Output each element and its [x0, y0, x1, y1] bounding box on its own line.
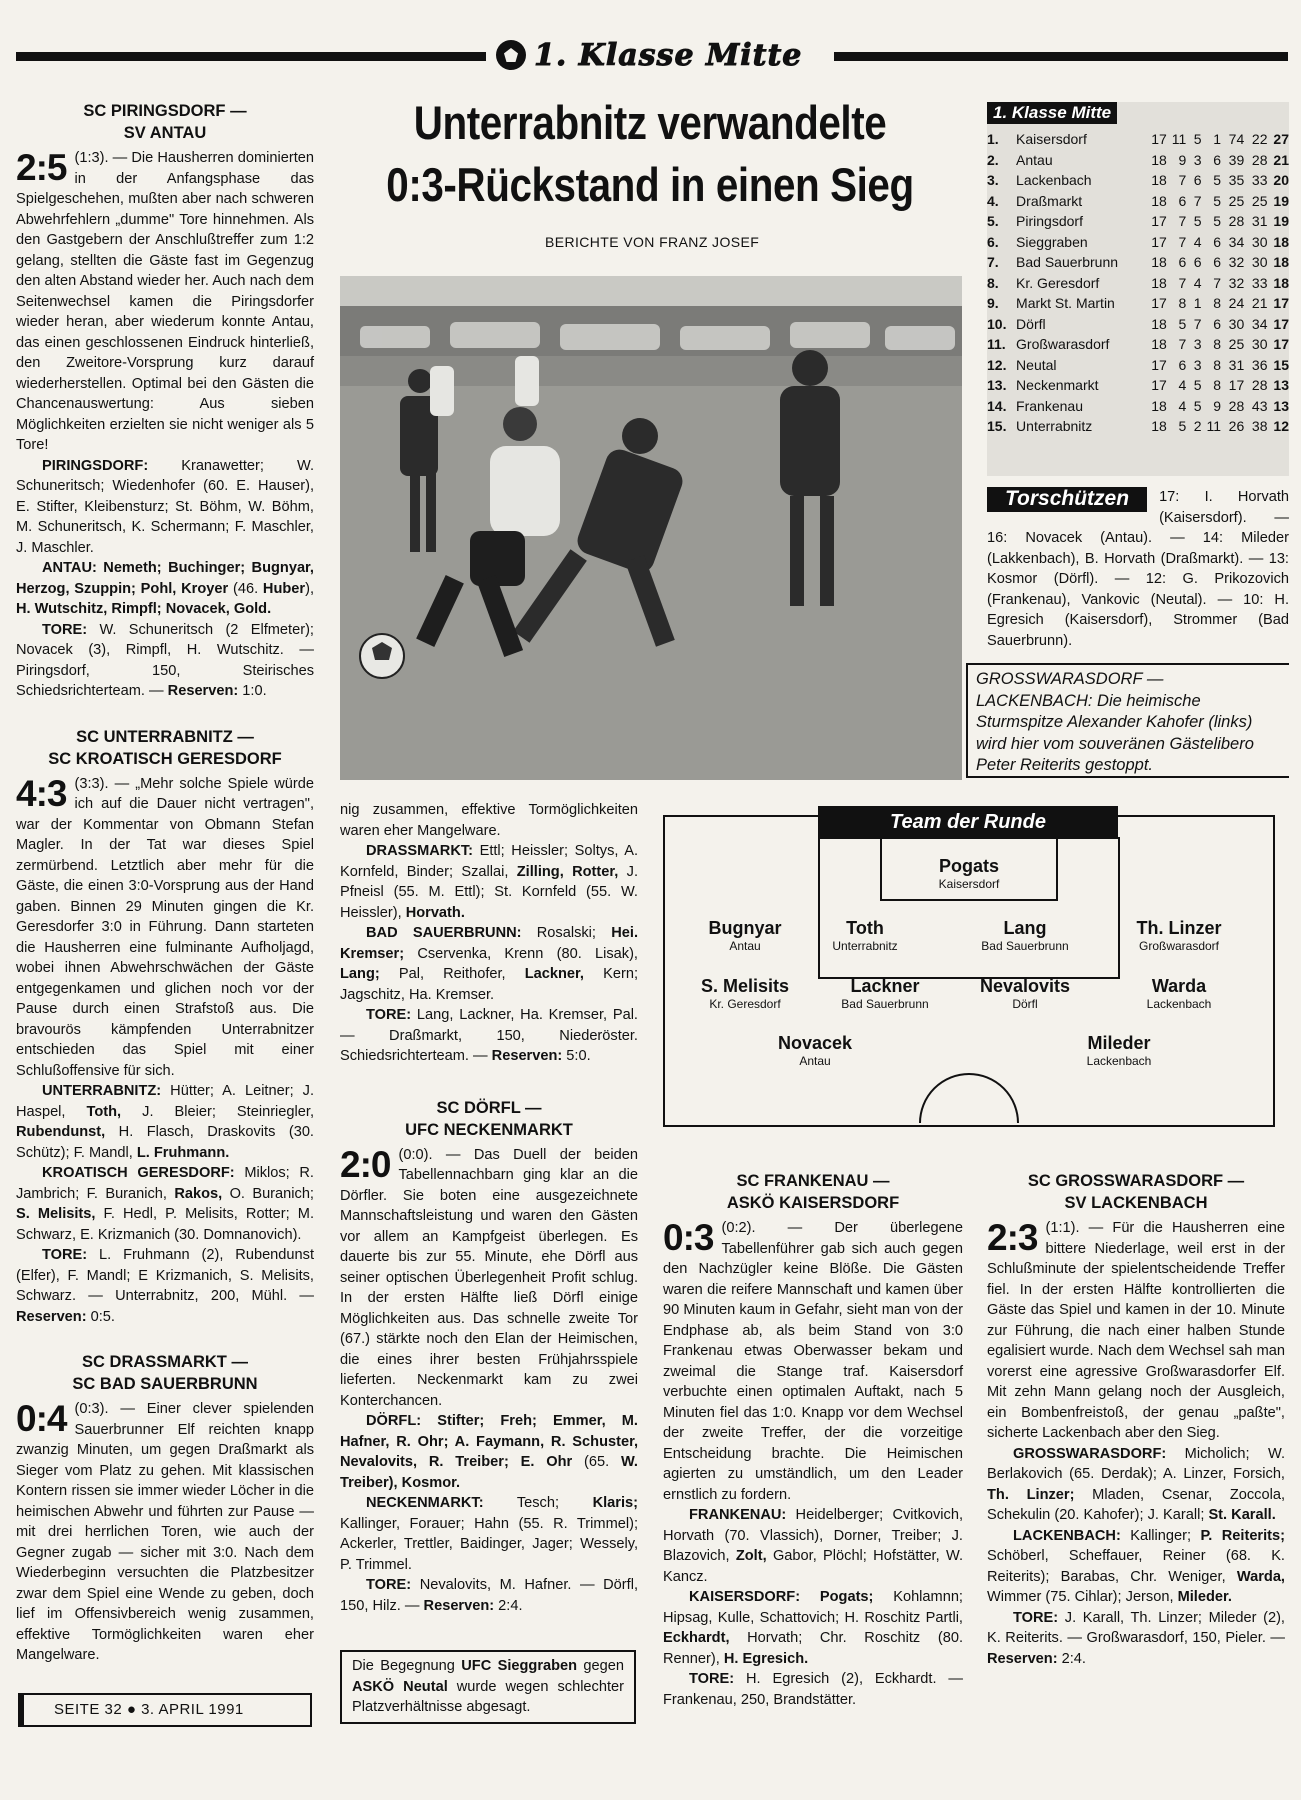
match-report: 0:3 (0:2). — Der überlegene Tabellenführer gab sich auch gegen den Nachzügler keine Blöße. Die Gästen waren die reifere Mannschaft und kamen über 90 Minuten kaum in Gefahr, sieht man von der Endphase ab, als beim Stand von 3:0 Frankenau etwas Oberwasser bekam und zweimal die Stange traf. Kaisersdorf verbuchte einen optimalen Auftakt, nach 5 Minuten fiel das 1:0. Knapp vor dem Wechsel der zweite Treffer, der die vorzeitige Entscheidung brachte. Die Heimischen agierten zu umständlich, um den Leader ernstlich zu fordern. — [663, 1217, 963, 1503]
standings-cell-gf: 39 — [1228, 151, 1245, 168]
top-rule-right — [828, 52, 1288, 61]
match-report: 0:4 (0:3). — Einer clever spielenden Sauerbrunner Elf reichten knapp zwanzig Minuten, um gegen Draßmarkt als Sieger vom Platz zu gehen. Mit klassischen Kontern rissen sie immer wieder Löcher in die heimischen Abwehr und führten zur Pause — mit drei herrlichen Toren, wie auch der Gegner zugab — sicher mit 3:0. Nach dem Wiederbeginn versuchten die Platzbesitzer zwar dem Spiel eine Wende zu geben, doch lief im Offensivbereich wenig zusammen, effektive Tormöglichkeiten waren eher Mangelware. — [16, 1398, 314, 1663]
standings-cell-l: 9 — [1213, 397, 1222, 414]
player-card: Toth Unterrabnitz — [832, 918, 898, 953]
score: 2:0 — [340, 1143, 391, 1185]
standings-cell-l: 8 — [1213, 295, 1222, 311]
standings-cell-sp: 17 — [1151, 377, 1167, 393]
lineup-away: BAD SAUERBRUNN: Rosalski; Hei. Kremser; Cservenka, Krenn (80. Lisak), Lang; Pal, Reithofer, Lackner, Kern; Jagschitz, Ha. Kremser. — [340, 925, 638, 1003]
standings-cell-gf: 30 — [1228, 315, 1245, 332]
match-heading: SC DRASSMARKT — SC BAD SAUERBRUNN — [72, 1353, 258, 1393]
standings-cell-d: 1 — [1193, 295, 1202, 311]
standings-cell-ga: 28 — [1251, 377, 1268, 393]
goals: TORE: Nevalovits, M. Hafner. — Dörfl, 150, Hilz. — Reserven: 2:4. — [340, 1577, 638, 1614]
standings-cell-l: 5 — [1213, 172, 1222, 188]
standings-cell-sp: 18 — [1151, 172, 1167, 188]
player-card: Warda Lackenbach — [1146, 976, 1212, 1011]
standings-cell-ga: 38 — [1251, 418, 1268, 434]
lineup-away: KAISERSDORF: Pogats; Kohlamnn; Hipsag, Kulle, Schattovich; H. Roschitz Partli, Eckhardt, Horvath; Chr. Roschitz (80. Renner), H. Egresich. — [663, 1589, 963, 1667]
standings-cell-d: 6 — [1193, 172, 1202, 188]
standings-cell-ga: 30 — [1251, 254, 1268, 270]
lineup-away: NECKENMARKT: Tesch; Klaris; Kallinger, Forauer; Hahn (55. R. Trimmel); Ackerler, Trettler, Baidinger, Jager; Wessely, P. Trimmel. — [340, 1495, 638, 1573]
standings-cell-gf: 24 — [1228, 295, 1245, 311]
match-report: 2:0 (0:0). — Das Duell der beiden Tabellennachbarn ging klar an die Dörfler. Sie boten eine ausgezeichnete Mannschaftsleistung und waren den Gästen vor allem an Kampfgeist überlegen. Es dauerte bis zur 55. Minute, ehe Dörfl aus seiner optischen Überlegenheit Profit schlug. In der ersten Hälfte ließ Dörfl einige Möglichkeiten aus. Das schnelle zweite Tor (67.) stärkte noch den Elan der Heimischen, die eines ihrer besten Frühjahrsspiele lieferten. Neckenmarkt kam zu zwei Konterchancen. — [340, 1143, 638, 1409]
player-card: Mileder Lackenbach — [1086, 1033, 1152, 1068]
match-heading: SC PIRINGSDORF — SV ANTAU — [83, 102, 247, 142]
standings-cell-ga: 33 — [1251, 172, 1268, 188]
standings-cell-l: 11 — [1206, 418, 1222, 434]
standings-cell-d: 5 — [1193, 397, 1202, 414]
standings-cell-l: 6 — [1213, 315, 1222, 332]
standings-row — [987, 334, 1289, 355]
standings-title: 1. Klasse Mitte — [987, 102, 1117, 124]
standings-cell-sp: 17 — [1151, 213, 1167, 229]
standings-cell-gf: 26 — [1228, 418, 1245, 434]
match-heading: SC FRANKENAU — ASKÖ KAISERSDORF — [726, 1172, 900, 1212]
player-card: Th. Linzer Großwarasdorf — [1136, 918, 1222, 953]
standings-cell-rank: 5. — [987, 213, 999, 229]
standings-cell-rank: 4. — [987, 192, 999, 209]
standings-cell-sp: 18 — [1151, 151, 1167, 168]
standings-cell-ga: 30 — [1251, 336, 1268, 352]
standings-cell-rank: 11. — [987, 336, 1006, 352]
player-card: Lackner Bad Sauerbrunn — [841, 976, 929, 1011]
standings-cell-gf: 31 — [1228, 356, 1245, 373]
standings-cell-d: 3 — [1193, 151, 1202, 168]
standings-cell-w: 4 — [1178, 377, 1187, 393]
column-2 — [340, 800, 638, 1616]
match-heading: SC DÖRFL — UFC NECKENMARKT — [405, 1098, 573, 1139]
standings-cell-team: Frankenau — [1016, 397, 1083, 414]
standings-row — [987, 396, 1289, 417]
standings-cell-gf: 28 — [1228, 213, 1245, 229]
standings-cell-rank: 9. — [987, 295, 999, 311]
score: 0:4 — [16, 1398, 67, 1439]
scorers-text: 17: I. Horvath (Kaisersdorf). — 16: Novacek (Antau). — 14: Mileder (Lakkenbach), B. Horvath (Draßmarkt). — 13: Kosmor (Dörfl). — 12: G. Prikozovich (Frankenau), Vankovic (Neutal). — 10: H. Egresich (Kaisersdorf), Strommer (Bad Sauerbrunn). — [987, 489, 1289, 649]
score: 0:3 — [663, 1217, 714, 1258]
standings-cell-w: 6 — [1178, 254, 1187, 270]
standings-cell-l: 5 — [1213, 213, 1222, 229]
standings-cell-d: 3 — [1193, 336, 1202, 352]
standings-cell-team: Kaisersdorf — [1016, 131, 1087, 147]
standings-cell-sp: 18 — [1151, 192, 1167, 209]
standings-cell-w: 8 — [1178, 295, 1187, 311]
standings-cell-d: 3 — [1193, 356, 1202, 373]
standings-cell-pts: 19 — [1273, 192, 1289, 209]
standings-cell-pts: 12 — [1273, 418, 1289, 434]
standings-cell-d: 7 — [1193, 192, 1202, 209]
standings-cell-rank: 1. — [987, 131, 999, 147]
standings-cell-l: 8 — [1213, 377, 1222, 393]
standings-cell-rank: 6. — [987, 233, 999, 250]
football-action-image — [340, 276, 962, 780]
team-of-the-round — [663, 811, 1275, 1127]
standings-cell-d: 5 — [1193, 377, 1202, 393]
standings-cell-d: 5 — [1193, 131, 1202, 147]
standings-cell-ga: 33 — [1251, 274, 1268, 291]
standings-cell-pts: 19 — [1273, 213, 1289, 229]
standings-cell-w: 4 — [1178, 397, 1187, 414]
lineup-home: UNTERRABNITZ: Hütter; A. Leitner; J. Haspel, Toth, J. Bleier; Steinriegler, Rubendunst, H. Flasch, Draskovits (30. Schütz); F. Mandl, L. Fruhmann. — [16, 1083, 314, 1161]
standings-cell-ga: 43 — [1251, 397, 1268, 414]
lineup-away: ANTAU: Nemeth; Buchinger; Bugnyar, Herzog, Szuppin; Pohl, Kroyer (46. Huber), H. Wutschitz, Rimpfl; Novacek, Gold. — [16, 560, 314, 617]
player-card: S. Melisits Kr. Geresdorf — [700, 976, 790, 1011]
standings-cell-pts: 18 — [1273, 274, 1289, 291]
standings-cell-pts: 13 — [1273, 377, 1289, 393]
standings-cell-gf: 28 — [1228, 397, 1245, 414]
standings-row — [987, 375, 1289, 396]
standings-cell-sp: 18 — [1151, 315, 1167, 332]
standings-cell-pts: 27 — [1273, 131, 1289, 147]
standings-cell-pts: 13 — [1273, 397, 1289, 414]
player-card: Bugnyar Antau — [708, 918, 782, 953]
standings-row — [987, 416, 1289, 437]
standings-cell-team: Neutal — [1016, 356, 1057, 373]
goals: TORE: W. Schuneritsch (2 Elfmeter); Novacek (3), Rimpfl, H. Wutschitz. — Piringsdorf, 150, Steirisches Schiedsrichterteam. — Reserven: 1:0. — [16, 621, 314, 699]
column-4 — [987, 1170, 1285, 1669]
standings-cell-team: Unterrabnitz — [1016, 418, 1093, 434]
football-icon — [496, 40, 526, 70]
standings-row — [987, 129, 1289, 150]
standings-cell-team: Dörfl — [1016, 315, 1046, 332]
standings-row — [987, 170, 1289, 191]
standings-cell-w: 7 — [1178, 274, 1187, 291]
standings-cell-team: Piringsdorf — [1016, 213, 1083, 229]
standings-cell-rank: 10. — [987, 315, 1007, 332]
standings-cell-d: 7 — [1193, 315, 1202, 332]
standings-cell-team: Neckenmarkt — [1016, 377, 1099, 393]
lineup-home: FRANKENAU: Heidelberger; Cvitkovich, Horvath (70. Vlassich), Dorner, Treiber; J. Blazovich, Zolt, Gabor, Plöchl; Hofstätter, W. Kancz. — [663, 1507, 963, 1585]
standings-cell-w: 5 — [1178, 315, 1187, 332]
top-rule-left — [16, 52, 486, 61]
standings-cell-sp: 17 — [1151, 233, 1167, 250]
match-photo — [340, 276, 962, 780]
standings-cell-gf: 17 — [1228, 377, 1245, 393]
match-heading: SC UNTERRABNITZ — SC KROATISCH GERESDORF — [48, 727, 282, 768]
standings-cell-ga: 21 — [1251, 295, 1268, 311]
standings-cell-ga: 36 — [1251, 356, 1268, 373]
lineup-away: KROATISCH GERESDORF: Miklos; R. Jambrich; F. Buranich, Rakos, O. Buranich; S. Melisits, F. Hedl, P. Melisits, Rotter; M. Schwarz, E. Krizmanich (30. Domnanovich). — [16, 1165, 314, 1243]
standings-cell-w: 7 — [1178, 336, 1187, 352]
standings-cell-ga: 22 — [1251, 131, 1268, 147]
standings-cell-gf: 25 — [1228, 192, 1245, 209]
standings-cell-gf: 32 — [1228, 274, 1245, 291]
standings-cell-d: 6 — [1193, 254, 1202, 270]
scorers-box — [987, 487, 1289, 651]
standings-cell-w: 9 — [1178, 151, 1187, 168]
standings-cell-l: 5 — [1213, 192, 1222, 209]
player-card: Pogats Kaisersdorf — [938, 856, 1000, 891]
standings-cell-rank: 14. — [987, 397, 1007, 414]
player-card: Nevalovits Dörfl — [979, 976, 1071, 1011]
standings-cell-gf: 34 — [1228, 233, 1245, 250]
standings-cell-pts: 15 — [1273, 356, 1289, 373]
standings-cell-sp: 17 — [1151, 131, 1167, 147]
standings-cell-ga: 28 — [1251, 151, 1268, 168]
standings-row — [987, 232, 1289, 253]
lineup-home: DÖRFL: Stifter; Freh; Emmer, M. Hafner, R. Ohr; A. Faymann, R. Schuster, Nevalovits, R. Treiber; E. Ohr (65. W. Treiber), Kosmor. — [340, 1413, 638, 1491]
standings-row — [987, 252, 1289, 273]
standings-cell-rank: 15. — [987, 418, 1007, 434]
standings-cell-l: 8 — [1213, 336, 1222, 352]
score: 4:3 — [16, 772, 67, 814]
byline: BERICHTE VON FRANZ JOSEF — [545, 234, 760, 250]
standings-cell-gf: 74 — [1228, 131, 1245, 147]
standings-cell-team: Kr. Geresdorf — [1016, 274, 1100, 291]
goals: TORE: Lang, Lackner, Ha. Kremser, Pal. — Draßmarkt, 150, Niederöster. Schiedsrichterteam. — Reserven: 5:0. — [340, 1007, 638, 1064]
standings-cell-l: 6 — [1213, 254, 1222, 270]
standings-cell-l: 7 — [1213, 274, 1222, 291]
standings-cell-team: Draßmarkt — [1016, 192, 1083, 209]
standings-cell-rank: 7. — [987, 254, 999, 270]
photo-caption: GROSSWARASDORF — LACKENBACH: Die heimische Sturmspitze Alexander Kahofer (links) wird hier vom souveränen Gästelibero Peter Reiterits gestoppt. — [966, 663, 1289, 778]
player-card: Novacek Antau — [777, 1033, 853, 1068]
section-header — [488, 34, 834, 76]
standings-cell-pts: 17 — [1273, 315, 1289, 332]
standings-cell-w: 7 — [1178, 233, 1187, 250]
match-report-continued: nig zusammen, effektive Tormöglichkeiten waren eher Mangelware. — [340, 802, 638, 839]
standings-cell-pts: 18 — [1273, 233, 1289, 250]
goals: TORE: J. Karall, Th. Linzer; Mileder (2), K. Reiterits. — Großwarasdorf, 150, Pieler. — Reserven: 2:4. — [987, 1609, 1285, 1667]
lineup-home: GROSSWARASDORF: Micholich; W. Berlakovich (65. Derdak); A. Linzer, Forsich, Th. Linzer; Mladen, Csenar, Zoccola, Schekulin (20. Kahofer); J. Karall; St. Karall. — [987, 1445, 1285, 1523]
standings-cell-team: Bad Sauerbrunn — [1016, 254, 1119, 270]
column-3 — [663, 1170, 963, 1710]
standings-cell-team: Sieggraben — [1016, 233, 1088, 250]
standings-cell-w: 6 — [1178, 192, 1187, 209]
standings-cell-d: 4 — [1193, 274, 1202, 291]
standings-cell-w: 5 — [1178, 418, 1187, 434]
standings-cell-rank: 8. — [987, 274, 999, 291]
standings-cell-gf: 25 — [1228, 336, 1245, 352]
standings-table — [987, 102, 1289, 437]
standings-cell-d: 4 — [1193, 233, 1202, 250]
standings-rows — [987, 129, 1289, 437]
standings-row — [987, 191, 1289, 212]
standings-cell-team: Lackenbach — [1016, 172, 1092, 188]
standings-row — [987, 211, 1289, 232]
standings-row — [987, 273, 1289, 294]
standings-cell-d: 2 — [1193, 418, 1202, 434]
standings-row — [987, 150, 1289, 171]
standings-cell-rank: 3. — [987, 172, 999, 188]
cancelled-note: Die Begegnung UFC Sieggraben gegen ASKÖ Neutal wurde wegen schlechter Platzverhältnisse abgesagt. — [340, 1650, 636, 1724]
standings-cell-w: 7 — [1178, 213, 1187, 229]
standings-cell-rank: 2. — [987, 151, 999, 168]
goals: TORE: H. Egresich (2), Eckhardt. — Frankenau, 250, Brandstätter. — [663, 1671, 963, 1708]
match-heading: SC GROSSWARASDORF — SV LACKENBACH — [1027, 1172, 1245, 1212]
standings-cell-w: 6 — [1178, 356, 1187, 373]
scorers-title: Torschützen — [987, 487, 1147, 512]
standings-cell-l: 6 — [1213, 233, 1222, 250]
standings-cell-gf: 35 — [1228, 172, 1245, 188]
lineup-home: DRASSMARKT: Ettl; Heissler; Soltys, A. Kornfeld, Binder; Szallai, Zilling, Rotter, J. Pfneisl (55. M. Ettl); St. Kornfeld (55. W. Heissler), Horvath. — [340, 843, 639, 921]
standings-cell-pts: 17 — [1273, 295, 1289, 311]
standings-cell-sp: 18 — [1151, 397, 1167, 414]
standings-cell-team: Markt St. Martin — [1016, 295, 1115, 311]
match-report: 2:5 (1:3). — Die Hausherren dominierten in der Anfangsphase das Spielgeschehen, mußten aber nach schweren Abwehrfehlern „dumme" Tore hinnehmen. Als den Gastgebern der Anschlußtreffer zum 1:2 gelang, stellten die Gäste fast im Gegenzug den alten Abstand wieder her. Auch nach dem Seitenwechsel kamen die Piringsdorfer wieder heran, aber wiederum konnte Antau, das einen geschlossenen Eindruck hinterließ, den Zweitore-Vorsprung kurz darauf wiederherstellen. Optimal bei den Gästen die Chancenauswertung: Aus sieben Möglichkeiten erzielten sie nicht weniger als 5 Tore! — [16, 147, 314, 453]
column-1 — [16, 100, 314, 1666]
match-report: 2:3 (1:1). — Für die Hausherren eine bittere Niederlage, weil erst in der Schlußminute der spielentscheidende Treffer fiel. In der ersten Hälfte kontrollierten die Gäste das Spiel und kamen in der 10. Minute zur Führung, die nach einer halben Stunde egalisiert wurde. Nach dem Wechsel sah man vorerst eine agressive Großwarasdorfer Elf. Mit zehn Mann gelang noch der Ausgleich, ein Bombenfreistoß, der genau „paßte", sicherte Lackenbach aber den Sieg. — [987, 1217, 1285, 1441]
player-card: Lang Bad Sauerbrunn — [981, 918, 1069, 953]
team-title: Team der Runde — [818, 806, 1118, 839]
page-footer: SEITE 32 ● 3. APRIL 1991 — [18, 1693, 312, 1727]
standings-cell-sp: 17 — [1151, 295, 1167, 311]
standings-row — [987, 293, 1289, 314]
standings-cell-l: 8 — [1213, 356, 1222, 373]
standings-cell-sp: 17 — [1151, 356, 1167, 373]
score: 2:3 — [987, 1217, 1038, 1258]
standings-cell-w: 7 — [1178, 172, 1187, 188]
standings-cell-pts: 20 — [1273, 172, 1289, 188]
standings-cell-rank: 12. — [987, 356, 1007, 373]
standings-cell-d: 5 — [1193, 213, 1202, 229]
match-report: 4:3 (3:3). — „Mehr solche Spiele würde ich auf die Dauer nicht vertragen", war der Kommentar von Obmann Stefan Magler. In der Tat war dieses Spiel zermürbend. Letztlich aber mehr für die Gäste, die einen 3:0-Vorsprung aus der Hand gaben. Binnen 29 Minuten gingen die Kr. Geresdorfer 3:0 in Führung. Dann starteten die Hausherren eine fulminante Aufholjagd, wobei ihnen Abwehrschwächen der Gäste entgegenkamen und glichen noch vor der Pause durch einen Strafstoß aus. Die bravourös kämpfenden Unterrabnitzer entschieden das Spiel mit einer Schlußoffensive für sich. — [16, 772, 314, 1079]
standings-cell-ga: 30 — [1251, 233, 1268, 250]
standings-cell-l: 6 — [1213, 151, 1222, 168]
score: 2:5 — [16, 147, 67, 188]
goals: TORE: L. Fruhmann (2), Rubendunst (Elfer), F. Mandl; E Krizmanich, S. Melisits, Schwarz. — Unterrabnitz, 200, Mühl. — Reserven: 0:5. — [16, 1247, 314, 1325]
standings-cell-pts: 17 — [1273, 336, 1289, 352]
standings-cell-sp: 18 — [1151, 336, 1167, 352]
standings-cell-sp: 18 — [1151, 418, 1167, 434]
standings-cell-pts: 21 — [1273, 151, 1289, 168]
standings-cell-sp: 18 — [1151, 254, 1167, 270]
standings-row — [987, 355, 1289, 376]
lineup-away: LACKENBACH: Kallinger; P. Reiterits; Schöberl, Scheffauer, Reiner (68. K. Reiterits); Barabas, Chr. Weniger, Warda, Wimmer (75. Cihlar); Jerson, Mileder. — [987, 1527, 1286, 1605]
standings-cell-w: 11 — [1171, 131, 1187, 147]
standings-cell-l: 1 — [1213, 131, 1222, 147]
standings-cell-team: Großwarasdorf — [1016, 336, 1110, 352]
lineup-home: PIRINGSDORF: Kranawetter; W. Schuneritsch; Wiedenhofer (60. E. Hauser), E. Stifter, Kleibensturz; St. Böhm, W. Böhm, M. Schuneritsch, K. Schermann; F. Maschler, J. Maschler. — [16, 457, 314, 556]
standings-row — [987, 314, 1289, 335]
standings-cell-ga: 34 — [1251, 315, 1268, 332]
standings-cell-ga: 31 — [1251, 213, 1268, 229]
standings-cell-pts: 18 — [1273, 254, 1289, 270]
standings-cell-rank: 13. — [987, 377, 1007, 393]
standings-cell-sp: 18 — [1151, 274, 1167, 291]
headline: Unterrabnitz verwandelte 0:3-Rückstand in einen Sieg — [386, 96, 914, 211]
section-title: 1. Klasse Mitte — [534, 37, 803, 73]
standings-cell-gf: 32 — [1228, 254, 1245, 270]
standings-cell-team: Antau — [1016, 151, 1053, 168]
standings-cell-ga: 25 — [1251, 192, 1268, 209]
